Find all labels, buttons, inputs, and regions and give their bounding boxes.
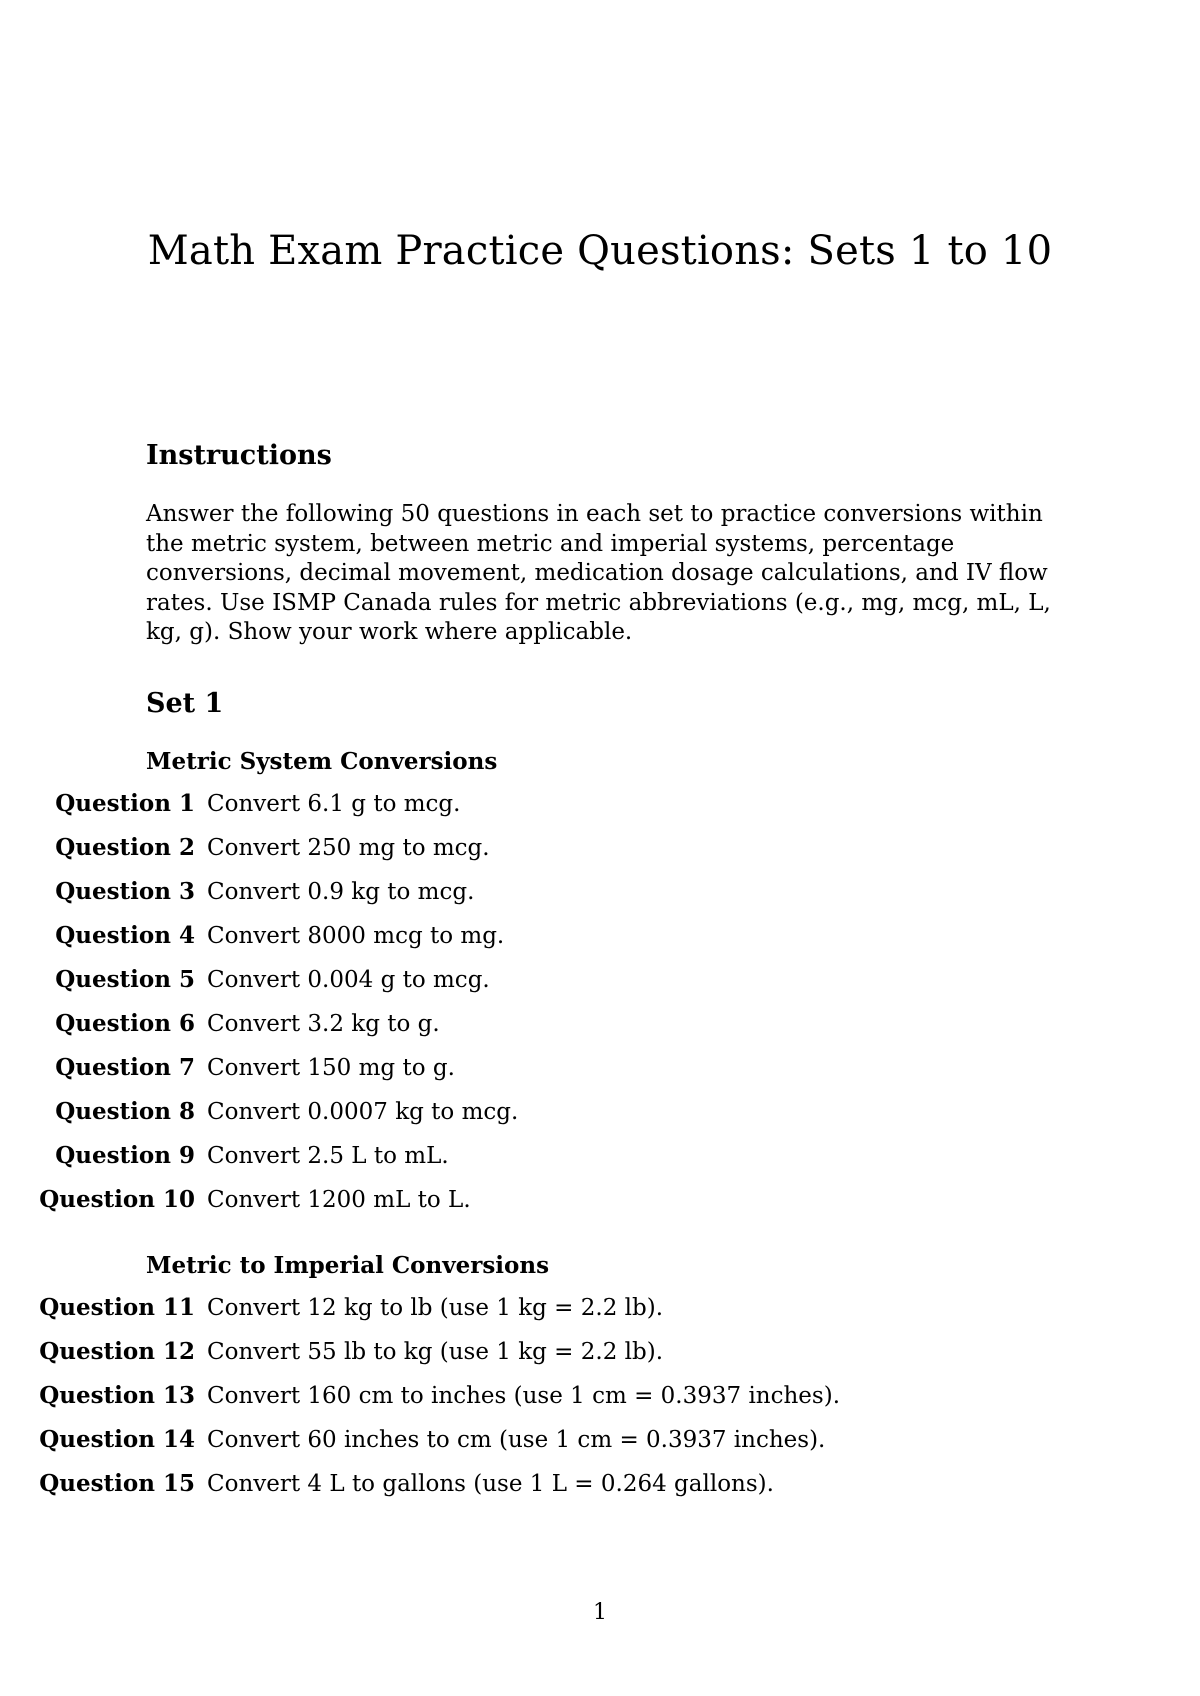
question-text: Convert 0.004 g to mcg. xyxy=(207,967,490,993)
imperial-question-list xyxy=(0,1294,1200,1514)
question-label: Question 9 xyxy=(55,1142,195,1169)
question-label: Question 15 xyxy=(39,1470,195,1497)
metric-question-list xyxy=(0,790,1200,1230)
question-text: Convert 0.0007 kg to mcg. xyxy=(207,1099,519,1125)
page-number: 1 xyxy=(593,1600,607,1625)
document-title: Math Exam Practice Questions: Sets 1 to 10 xyxy=(147,228,1053,274)
question-row xyxy=(0,1054,1200,1098)
question-label: Question 13 xyxy=(39,1382,195,1409)
question-label: Question 10 xyxy=(39,1186,195,1213)
question-label: Question 14 xyxy=(39,1426,195,1453)
question-text: Convert 160 cm to inches (use 1 cm = 0.3937 inches). xyxy=(207,1383,841,1409)
question-label: Question 8 xyxy=(55,1098,195,1125)
instructions-text: Answer the following 50 questions in each set to practice conversions within the metric system, between metric and imperial systems, percentage conversions, decimal movement, medication dosage calculations, and IV flow rates. Use ISMP Canada rules for metric abbreviations (e.g., mg, mcg, mL, L, kg, g). Show your work where applicable. xyxy=(146,501,1051,645)
question-row xyxy=(0,834,1200,878)
metric-conversions-heading: Metric System Conversions xyxy=(146,748,498,775)
question-label: Question 2 xyxy=(55,834,195,861)
question-row xyxy=(0,790,1200,834)
question-text: Convert 1200 mL to L. xyxy=(207,1187,471,1213)
question-row xyxy=(0,922,1200,966)
question-label: Question 4 xyxy=(55,922,195,949)
question-label: Question 12 xyxy=(39,1338,195,1365)
question-label: Question 6 xyxy=(55,1010,195,1037)
question-text: Convert 0.9 kg to mcg. xyxy=(207,879,475,905)
question-row xyxy=(0,1186,1200,1230)
question-label: Question 5 xyxy=(55,966,195,993)
question-text: Convert 8000 mcg to mg. xyxy=(207,923,505,949)
question-label: Question 7 xyxy=(55,1054,195,1081)
question-label: Question 1 xyxy=(55,790,195,817)
question-row xyxy=(0,1382,1200,1426)
question-row xyxy=(0,1470,1200,1514)
question-text: Convert 60 inches to cm (use 1 cm = 0.3937 inches). xyxy=(207,1427,826,1453)
question-row xyxy=(0,1010,1200,1054)
question-row xyxy=(0,1294,1200,1338)
set-1-heading: Set 1 xyxy=(146,688,224,719)
question-label: Question 11 xyxy=(39,1294,195,1321)
question-row xyxy=(0,966,1200,1010)
question-text: Convert 55 lb to kg (use 1 kg = 2.2 lb). xyxy=(207,1339,664,1365)
question-row xyxy=(0,1098,1200,1142)
question-row xyxy=(0,1142,1200,1186)
question-row xyxy=(0,1338,1200,1382)
question-text: Convert 2.5 L to mL. xyxy=(207,1143,449,1169)
question-text: Convert 250 mg to mcg. xyxy=(207,835,490,861)
question-row xyxy=(0,1426,1200,1470)
question-text: Convert 6.1 g to mcg. xyxy=(207,791,461,817)
instructions-heading: Instructions xyxy=(146,440,332,471)
imperial-conversions-heading: Metric to Imperial Conversions xyxy=(146,1252,550,1279)
question-text: Convert 150 mg to g. xyxy=(207,1055,455,1081)
question-label: Question 3 xyxy=(55,878,195,905)
question-text: Convert 3.2 kg to g. xyxy=(207,1011,440,1037)
question-row xyxy=(0,878,1200,922)
question-text: Convert 12 kg to lb (use 1 kg = 2.2 lb). xyxy=(207,1295,664,1321)
question-text: Convert 4 L to gallons (use 1 L = 0.264 gallons). xyxy=(207,1471,774,1497)
